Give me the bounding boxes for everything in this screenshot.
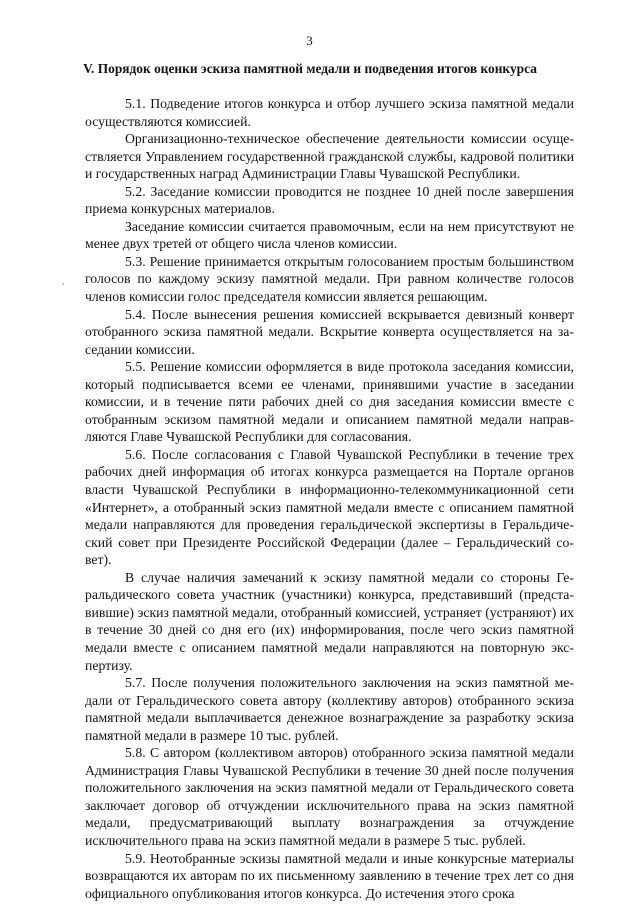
paragraph-5-3: 5.3. Решение принимается открытым голосованием простым большинством голосов по каждому эскизу памятной медали. При равном количестве голосов членов комиссии голос председателя комиссии является решающим. [85, 253, 574, 305]
section-heading: V. Порядок оценки эскиза памятной медали и подведения итогов конкурса [83, 61, 537, 76]
paragraph-5-8: 5.8. С автором (коллективом авторов) отобранного эскиза памятной медали Администрация Главы Чувашской Республики в течение 30 дней после получения положительного заключения на эскиз памятной медали от Геральдического совета заключает договор об отчуждении исключительного права на эскиз памятной медали, предусматривающий выплату вознаграждения за отчуждение исключительного права на эскиз памятной медали в размере 5 тыс. рублей. [85, 745, 574, 848]
document-body [85, 95, 574, 902]
scan-artifact [62, 283, 64, 285]
paragraph-5-1-organization: Организационно-техническое обеспечение деятельности комиссии осуществляется Управлением государственной гражданской службы, кадровой политики и государственных наград Администрации Главы Чувашской Республики. [85, 131, 574, 182]
paragraph-5-7: 5.7. После получения положительного заключения на эскиз памятной медали от Геральдического совета автору (коллективу авторов) отобранного эскиза памятной медали выплачивается денежное вознаграждение за разработку эскиза памятной медали в размере 10 тыс. рублей. [85, 675, 574, 743]
paragraph-5-4: 5.4. После вынесения решения комиссией вскрывается девизный конверт отобранного эскиза памятной медали. Вскрытие конверта осуществляется на заседании комиссии. [85, 306, 574, 357]
paragraph-5-6: 5.6. После согласования с Главой Чувашской Республики в течение трех рабочих дней информация об итогах конкурса размещается на Портале органов власти Чувашской Республики в информационно-телекоммуникационной сети «Интернет», а отобранный эскиз памятной медали вместе с описанием памятной медали направляются для проведения геральдической экспертизы в Геральдический совет при Президенте Российской Федерации (далее – Геральдический совет). [85, 446, 574, 568]
page-number: 3 [306, 33, 313, 48]
paragraph-5-1: 5.1. Подведение итогов конкурса и отбор лучшего эскиза памятной медали осуществляются комиссией. [85, 96, 574, 129]
paragraph-5-2: 5.2. Заседание комиссии проводится не позднее 10 дней после завершения приема конкурсных материалов. [85, 183, 574, 217]
paragraph-5-9: 5.9. Неотобранные эскизы памятной медали и иные конкурсные материалы возвращаются их авторам по их письменному заявлению в течение трех лет со дня официального опубликования итогов конкурса. До истечения этого срока [85, 850, 574, 901]
paragraph-5-2-quorum: Заседание комиссии считается правомочным, если на нем присутствуют не менее двух третей от общего числа членов комиссии. [85, 218, 574, 252]
paragraph-5-5: 5.5. Решение комиссии оформляется в виде протокола заседания комиссии, который подписывается всеми ее членами, принявшими участие в заседании комиссии, и в течение пяти рабочих дней со дня заседания комиссии вместе с отобранным эскизом памятной медали и описанием памятной медали направляются Главе Чувашской Республики для согласования. [85, 359, 574, 445]
paragraph-5-6-remarks: В случае наличия замечаний к эскизу памятной медали со стороны Геральдического совета участник (участники) конкурса, представивший (представившие) эскиз памятной медали, отобранный комиссией, устраняет (устраняют) их в течение 30 дней со дня его (их) информирования, после чего эскиз памятной медали вместе с описанием памятной медали направляются на повторную экспертизу. [85, 569, 574, 673]
